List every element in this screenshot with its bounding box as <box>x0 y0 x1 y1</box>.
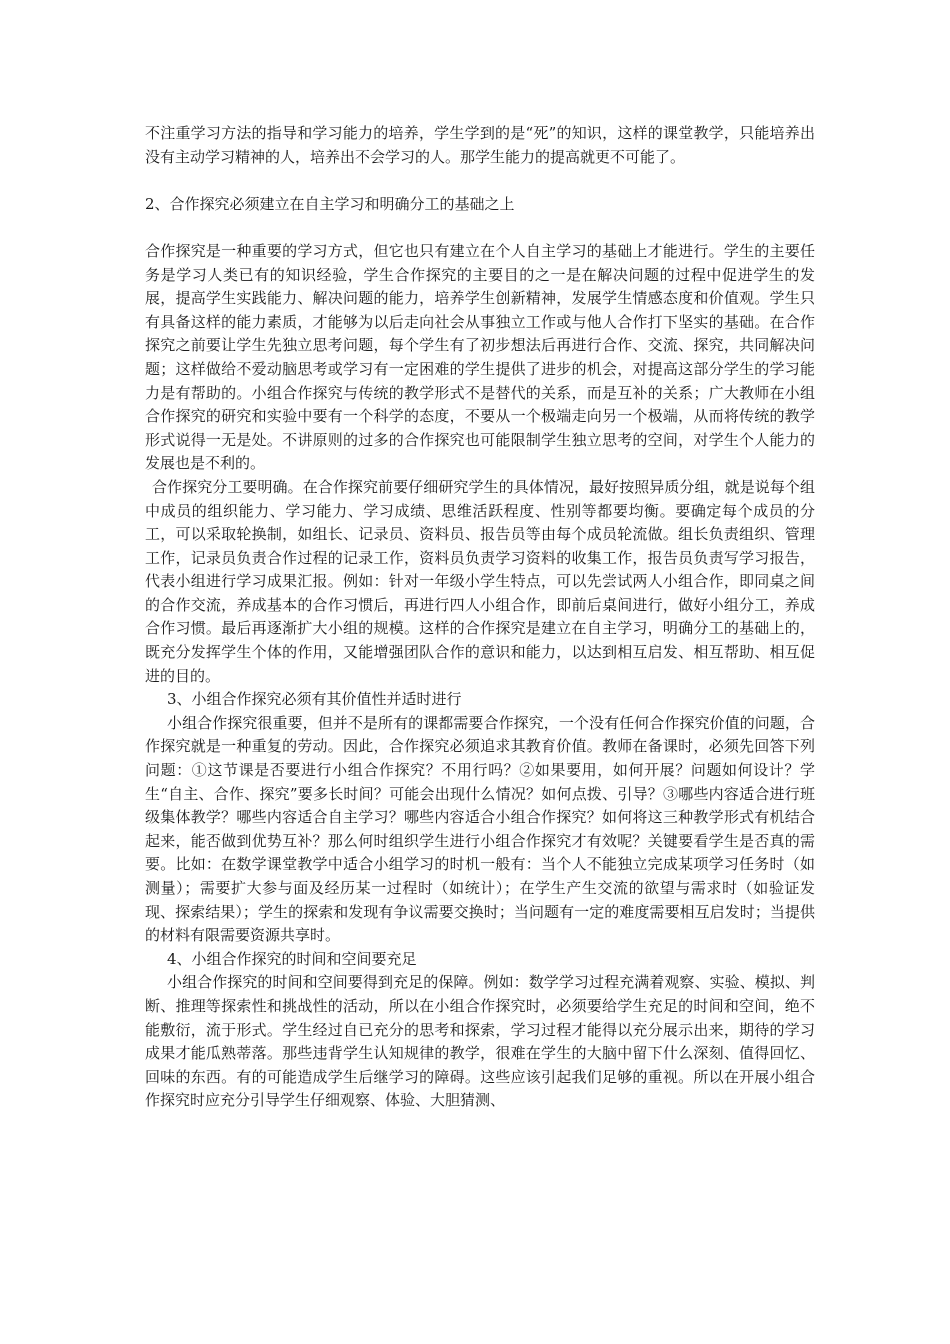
section-heading-3: 3、小组合作探究必须有其价值性并适时进行 <box>167 690 462 709</box>
paragraph-section3-body: 小组合作探究很重要，但并不是所有的课都需要合作探究，一个没有任何合作探究价值的问题，合作探究就是一种重复的劳动。因此，合作探究必须追求其教育价值。教师在备课时，必须先回答下列问题：①这节课是否要进行小组合作探究？不用行吗？②如果要用，如何开展？问题如何设计？学生“自主、合作、探究”要多长时间？可能会出现什么情况？如何点拨、引导？③哪些内容适合进行班级集体教学？哪些内容适合自主学习？哪些内容适合小组合作探究？如何将这三种教学形式有机结合起来，能否做到优势互补？那么何时组织学生进行小组合作探究才有效呢？关键要看学生是否真的需要。比如：在数学课堂教学中适合小组学习的时机一般有：当个人不能独立完成某项学习任务时（如测量）；需要扩大参与面及经历某一过程时（如统计）；在学生产生交流的欲望与需求时（如验证发现、探索结果）；学生的探索和发现有争议需要交换时；当问题有一定的难度需要相互启发时；当提供的材料有限需要资源共享时。 <box>145 713 815 945</box>
section-heading-2: 2、合作探究必须建立在自主学习和明确分工的基础之上 <box>145 194 515 213</box>
document-page <box>145 122 815 1113</box>
paragraph-division-of-labor: 合作探究分工要明确。在合作探究前要仔细研究学生的具体情况，最好按照异质分组，就是说每个组中成员的组织能力、学习能力、学习成绩、思维活跃程度、性别等都要均衡。要确定每个成员的分工，可以采取轮换制，如组长、记录员、资料员、报告员等由每个成员轮流做。组长负责组织、管理工作，记录员负责合作过程的记录工作，资料员负责学习资料的收集工作，报告员负责写学习报告，代表小组进行学习成果汇报。例如：针对一年级小学生特点，可以先尝试两人小组合作，即同桌之间的合作交流，养成基本的合作习惯后，再进行四人小组合作，即前后桌间进行，做好小组分工，养成合作习惯。最后再逐渐扩大小组的规模。这样的合作探究是建立在自主学习，明确分工的基础上的，既充分发挥学生个体的作用，又能增强团队合作的意识和能力，以达到相互启发、相互帮助、相互促进的目的。 <box>145 477 815 685</box>
paragraph-section2-body: 合作探究是一种重要的学习方式，但它也只有建立在个人自主学习的基础上才能进行。学生的主要任务是学习人类已有的知识经验，学生合作探究的主要目的之一是在解决问题的过程中促进学生的发展，提高学生实践能力、解决问题的能力，培养学生创新精神，发展学生情感态度和价值观。学生只有具备这样的能力素质，才能够为以后走向社会从事独立工作或与他人合作打下坚实的基础。在合作探究之前要让学生先独立思考问题，每个学生有了初步想法后再进行合作、交流、探究，共同解决问题；这样做给不爱动脑思考或学习有一定困难的学生提供了进步的机会，对提高这部分学生的学习能力是有帮助的。小组合作探究与传统的教学形式不是替代的关系，而是互补的关系；广大教师在小组合作探究的研究和实验中要有一个科学的态度，不要从一个极端走向另一个极端，从而将传统的教学形式说得一无是处。不讲原则的过多的合作探究也可能限制学生独立思考的空间，对学生个人能力的发展也是不利的。 <box>145 241 815 473</box>
paragraph-intro: 不注重学习方法的指导和学习能力的培养，学生学到的是“死”的知识，这样的课堂教学，只能培养出没有主动学习精神的人，培养出不会学习的人。那学生能力的提高就更不可能了。 <box>145 124 815 166</box>
section-heading-4: 4、小组合作探究的时间和空间要充足 <box>167 949 417 968</box>
spacer <box>145 169 815 193</box>
spacer <box>145 216 815 240</box>
paragraph-section4-body: 小组合作探究的时间和空间要得到充足的保障。例如：数学学习过程充满着观察、实验、模拟、判断、推理等探索性和挑战性的活动，所以在小组合作探究时，必须要给学生充足的时间和空间，绝不能敷衍，流于形式。学生经过自已充分的思考和探索，学习过程才能得以充分展示出来，期待的学习成果才能瓜熟蒂落。那些违背学生认知规律的教学，很难在学生的大脑中留下什么深刻、值得回忆、回味的东西。有的可能造成学生后继学习的障碍。这些应该引起我们足够的重视。所以在开展小组合作探究时应充分引导学生仔细观察、体验、大胆猜测、 <box>145 973 815 1110</box>
